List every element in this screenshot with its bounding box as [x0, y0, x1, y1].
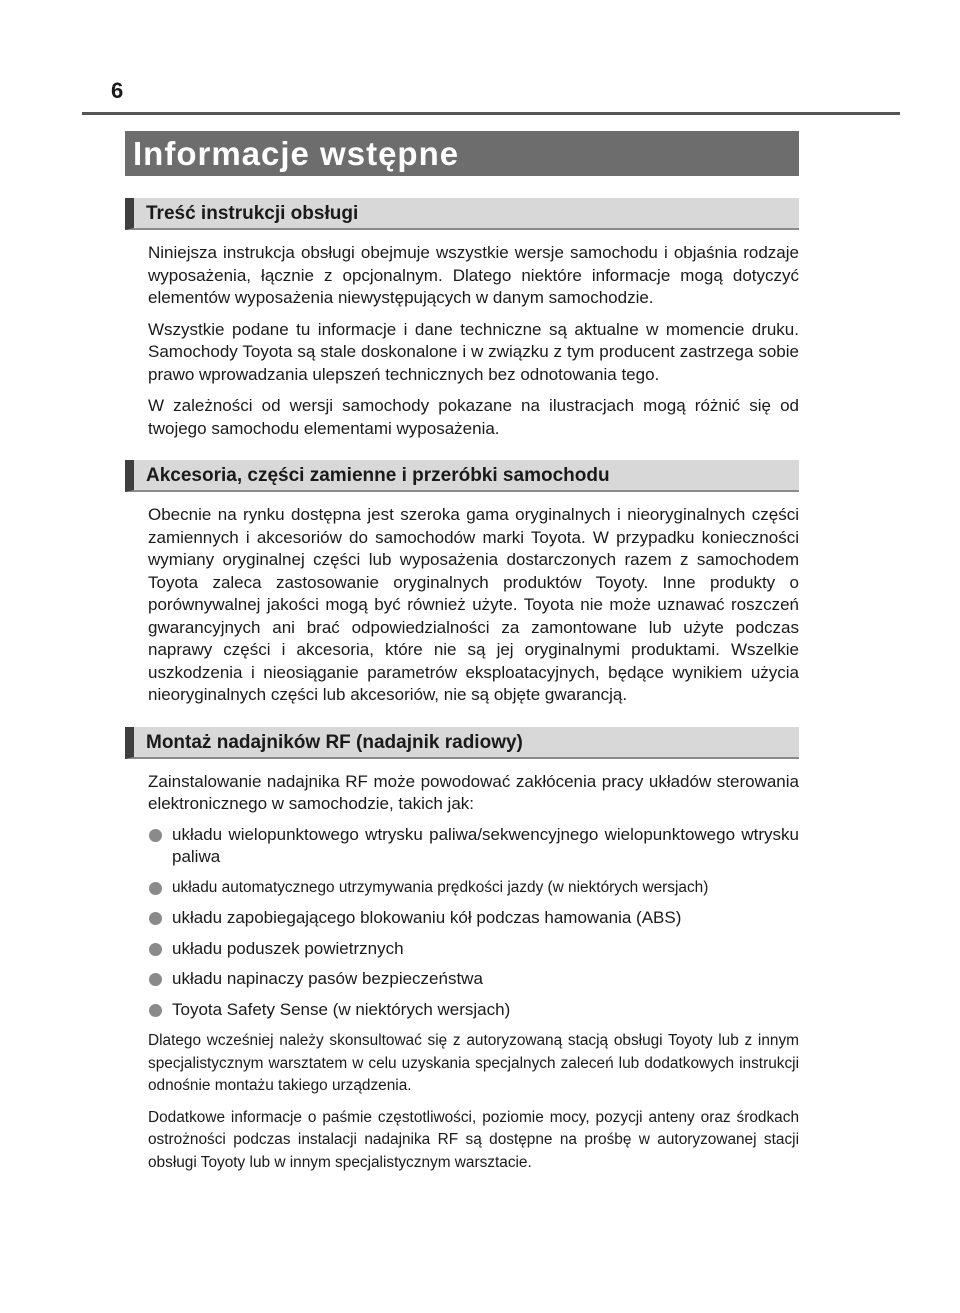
page-content — [125, 198, 799, 1174]
bullet-dot-icon — [149, 882, 162, 895]
list-item — [148, 999, 799, 1022]
section-heading-accessories: Akcesoria, części zamienne i przeróbki samochodu — [125, 460, 799, 492]
paragraph: W zależności od wersji samochody pokazane na ilustracjach mogą różnić się od twojego samochodu elementami wyposażenia. — [148, 396, 799, 438]
paragraph: Niniejsza instrukcja obsługi obejmuje wszystkie wersje samochodu i objaśnia rodzaje wyposażenia, łącznie z opcjonalnym. Dlatego niektóre informacje mogą dotyczyć elementów wyposażenia niewystępujących w danym samochodzie. — [148, 243, 799, 307]
bullet-dot-icon — [149, 973, 162, 986]
paragraph: Dodatkowe informacje o paśmie częstotliwości, poziomie mocy, pozycji anteny oraz środkach ostrożności podczas instalacji nadajnika RF są dostępne na prośbę w autoryzowanej stacji obsługi Toyoty lub w innym specjalistycznym warsztacie. — [148, 1108, 799, 1171]
list-item — [148, 824, 799, 869]
list-item-text: układu napinaczy pasów bezpieczeństwa — [172, 969, 483, 988]
list-item-text: Toyota Safety Sense (w niektórych wersjach) — [172, 999, 511, 1019]
bullet-dot-icon — [149, 912, 162, 925]
list-item — [148, 968, 799, 991]
chapter-title: Informacje wstępne — [125, 131, 799, 176]
paragraph-intro: Zainstalowanie nadajnika RF może powodować zakłócenia pracy układów sterowania elektronicznego w samochodzie, takich jak: — [148, 771, 799, 813]
paragraph: Obecnie na rynku dostępna jest szeroka gama oryginalnych i nieoryginalnych części zamiennych i akcesoriów do samochodów marki Toyota. W przypadku konieczności wymiany oryginalnej części lub wyposażenia dostarczonych razem z samochodem Toyota zaleca zastosowanie oryginalnych produktów Toyoty. Inne produkty o porównywalnej jakości mogą być również użyte. Toyota nie może uznawać roszczeń gwarancyjnych ani brać odpowiedzialności za zamontowane lub użyte podczas naprawy części i akcesoria, które nie są jej oryginalnymi produktami. Wszelkie uszkodzenia i nieosiąganie parametrów eksploatacyjnych, będące wynikiem użycia nieoryginalnych części lub akcesoriów, nie są objęte gwarancją. — [148, 505, 799, 704]
paragraph: Dlatego wcześniej należy skonsultować się z autoryzowaną stacją obsługi Toyoty lub z innym specjalistycznym warsztatem w celu uzyskania specjalnych zaleceń lub dodatkowych instrukcji odnośnie montażu takiego urządzenia. — [148, 1032, 799, 1094]
bullet-list — [148, 824, 799, 1022]
list-item-text: układu poduszek powietrznych — [172, 938, 404, 958]
list-item — [148, 907, 799, 930]
page-number: 6 — [111, 78, 124, 103]
list-item-text: układu automatycznego utrzymywania prędkości jazdy (w niektórych wersjach) — [172, 878, 709, 896]
bullet-dot-icon — [149, 829, 162, 842]
bullet-dot-icon — [149, 1004, 162, 1017]
section-heading-contents: Treść instrukcji obsługi — [125, 198, 799, 230]
list-item-text: układu zapobiegającego blokowaniu kół podczas hamowania (ABS) — [172, 908, 682, 927]
list-item — [148, 877, 799, 900]
section-heading-rf-transmitters: Montaż nadajników RF (nadajnik radiowy) — [125, 727, 799, 759]
paragraph: Wszystkie podane tu informacje i dane techniczne są aktualne w momencie druku. Samochody Toyota są stale doskonalone i w związku z tym producent zastrzega sobie prawo wprowadzania ulepszeń technicznych bez odnotowania tego. — [148, 319, 799, 384]
section-body-accessories — [125, 492, 799, 707]
bullet-dot-icon — [149, 943, 162, 956]
list-item — [148, 938, 799, 961]
header-rule — [82, 112, 900, 115]
section-body-contents — [125, 230, 799, 440]
list-item-text: układu wielopunktowego wtrysku paliwa/sekwencyjnego wielopunktowego wtrysku paliwa — [172, 824, 799, 866]
section-body-rf-transmitters — [125, 759, 799, 1175]
